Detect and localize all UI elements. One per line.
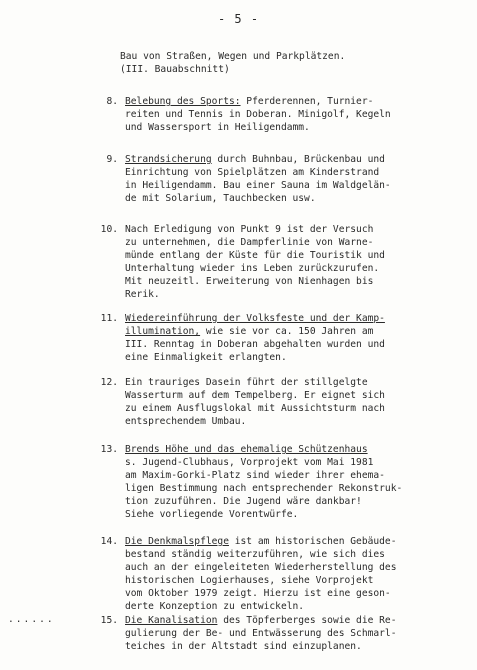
item-body: Nach Erledigung von Punkt 9 ist der Versuch zu unternehmen, die Dampferlinie von Warne- münde entlang der Küste für die Touristik und Unterhaltung wieder ins Leben zurückzurufen. Mit neuzeitl. Erweiterung von Nienhagen bis Rerik. bbox=[125, 224, 385, 300]
item-number: 8. bbox=[106, 96, 118, 107]
item-body: durch Buhnbau, Brückenbau und Einrichtung von Spielplätzen am Kinderstrand in Heiligendamm. Bau einer Sauna im Waldgelän- de mit Solarium, Tauchbecken usw. bbox=[125, 154, 391, 204]
item-number: 15. bbox=[100, 615, 118, 626]
item-heading: Wiedereinführung der Volksfeste und der Kamp- illumination, bbox=[125, 313, 385, 337]
item-body: Pferderennen, Turnier- reiten und Tennis in Doberan. Minigolf, Kegeln und Wassersport in Heiligendamm. bbox=[125, 96, 391, 133]
item-body: s. Jugend-Clubhaus, Vorprojekt vom Mai 1981 am Maxim-Gorki-Platz sind wieder ihrer ehema- ligen Bestimmung nach entsprechender Rekonstruk- tion zuzuführen. Die Jugend wäre dankbar! Siehe vorliegende Vorentwürfe. bbox=[125, 457, 403, 520]
item-body: Ein trauriges Dasein führt der stillgelgte Wasserturm auf dem Tempelberg. Er eignet sich zu einem Ausflugslokal mit Aussichtsturm nach entsprechendem Umbau. bbox=[125, 377, 385, 427]
item-text bbox=[125, 614, 475, 653]
item-number: 10. bbox=[100, 224, 118, 235]
item-heading: Die Denkmalspflege bbox=[125, 536, 229, 547]
dot-leader: ...... bbox=[8, 614, 55, 625]
item-text bbox=[125, 223, 475, 301]
item-heading: Strandsicherung bbox=[125, 154, 212, 165]
item-text bbox=[125, 443, 475, 521]
intro-text: Bau von Straßen, Wegen und Parkplätzen. (III. Bauabschnitt) bbox=[120, 51, 346, 75]
page-number: - 5 - bbox=[217, 12, 260, 26]
item-text bbox=[125, 312, 475, 364]
item-body: des Töpferberges sowie die Re- gulierung der Be- und Entwässerung des Schmarl- teiches in der Altstadt sind einzuplanen. bbox=[125, 615, 397, 652]
item-text bbox=[125, 153, 475, 205]
item-heading: Brends Höhe und das ehemalige Schützenhaus bbox=[125, 444, 368, 455]
item-number: 9. bbox=[106, 154, 118, 165]
item-text bbox=[125, 535, 475, 613]
item-number: 14. bbox=[100, 536, 118, 547]
item-body: wie sie vor ca. 150 Jahren am III. Renntag in Doberan abgehalten wurden und eine Einmaligkeit erlangten. bbox=[125, 326, 385, 363]
item-body: ist am historischen Gebäude- bestand ständig weiterzuführen, wie sich dies auch an der eingeleiteten Wiederherstellung des historischen Logierhauses, siehe Vorprojekt vom Oktober 1979 zeigt. Hierzu ist eine geson- derte Konzeption zu entwickeln. bbox=[125, 536, 397, 612]
item-number: 13. bbox=[100, 444, 118, 455]
item-text bbox=[125, 95, 475, 134]
item-number: 12. bbox=[100, 377, 118, 388]
item-heading: Die Kanalisation bbox=[125, 615, 218, 626]
item-text bbox=[125, 376, 475, 428]
item-number: 11. bbox=[100, 313, 118, 324]
item-heading: Belebung des Sports: bbox=[125, 96, 241, 107]
